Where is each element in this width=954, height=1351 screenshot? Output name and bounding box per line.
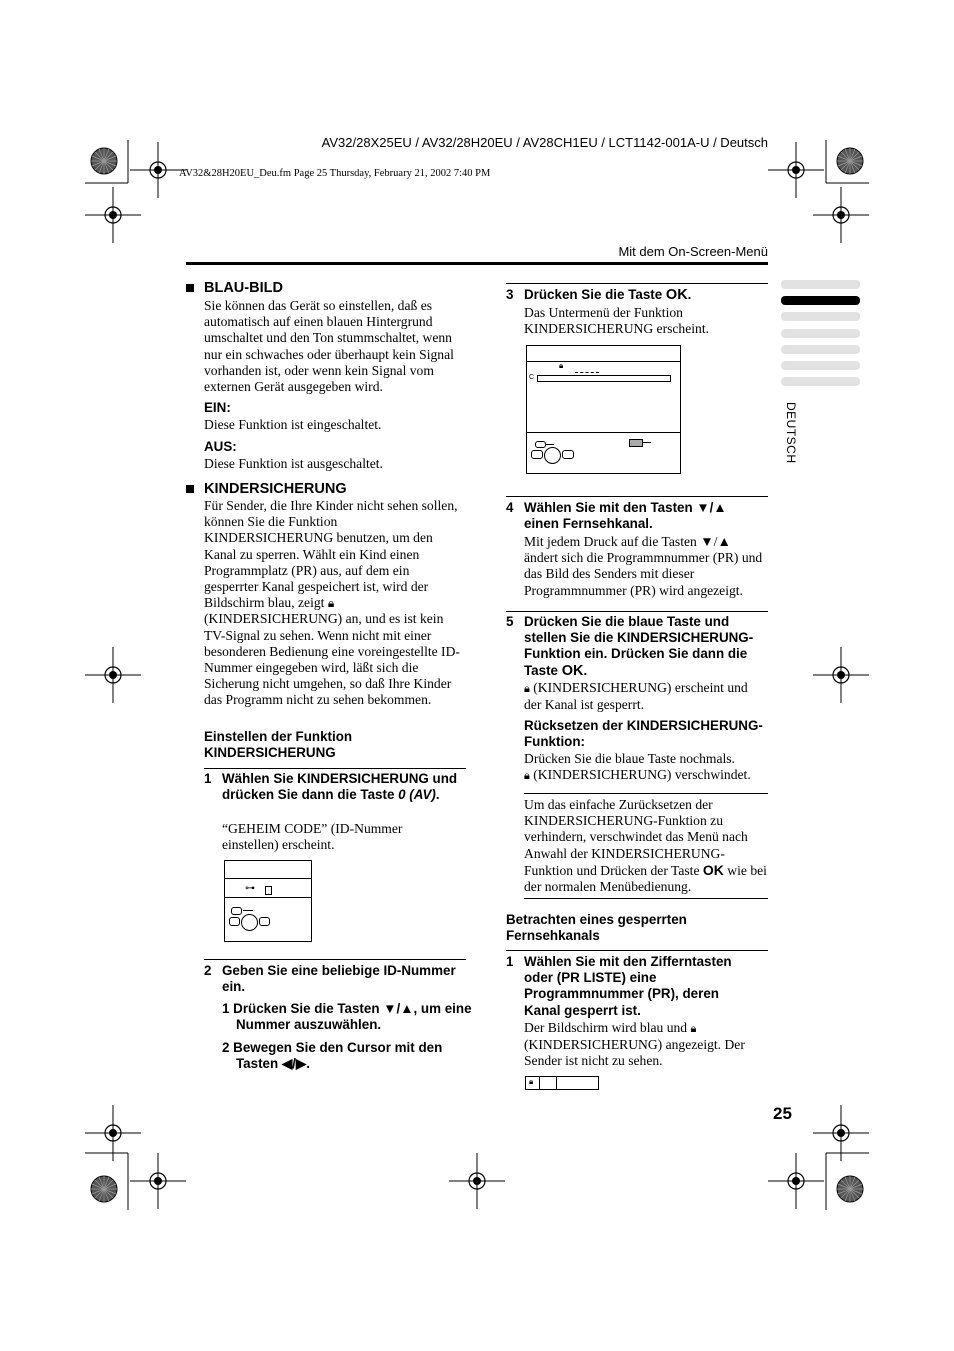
aus-text: Diese Funktion ist ausgeschaltet.	[204, 456, 383, 471]
side-tab-7	[781, 377, 860, 386]
ok-key-label: OK	[665, 287, 688, 303]
ok-key-label: OK	[561, 662, 584, 679]
ein-label: EIN:	[204, 400, 231, 415]
kindersicherung-text: Für Sender, die Ihre Kinder nicht sehen sollen, können Sie die Funktion KINDERSICHERUNG benutzen, um den Kanal zu sperren. Wählt ein Kind einen Programmplatz (PR) aus, auf dem ein gesperrter Kanal gespeichert ist, wird der Bildschirm blau, zeigt 🔒︎ (KINDERSICHERUNG) an, und es ist kein TV-Signal zu sehen. Wenn nicht mit einer besonderen Bedienung eine voreingestellte ID-Nummer eingegeben wird, läßt sich die Sicherung nicht umgehen, so daß Ihre Kinder das Programm nicht zu sehen bekommen.	[204, 498, 460, 708]
rule-note-top	[524, 793, 768, 794]
step6-number: 1	[506, 954, 514, 969]
rule-step5	[506, 611, 768, 612]
blau-bild-text: Sie können das Gerät so einstellen, daß es automatisch auf einen blauen Hintergrund umschaltet und den Ton stummschaltet, wenn nur ein schwaches oder überhaupt kein Signal vorhanden ist, oder wenn kein Signal vom externen Gerät ausgegeben wird.	[204, 298, 454, 395]
rule-step4	[506, 496, 768, 497]
lock-icon: 🔒︎	[690, 1023, 697, 1035]
step5-title: Drücken Sie die blaue Taste und stellen Sie die KINDERSICHERUNG-Funktion ein. Drücken Sie dann die Taste OK.	[524, 614, 754, 679]
key-icon: ⊶	[245, 883, 255, 894]
step2-sub1: 1 Drücken Sie die Tasten ▼/▲, um eine Nummer auszuwählen.	[222, 1001, 472, 1033]
step6-title: Wählen Sie mit den Zifferntasten oder (PR LISTE) eine Programmnummer (PR), deren Kanal gesperrt ist.	[524, 954, 732, 1018]
rule-step6	[506, 950, 768, 951]
file-info: AV32&28H20EU_Deu.fm Page 25 Thursday, February 21, 2002 7:40 PM	[179, 168, 491, 179]
model-line: AV32/28X25EU / AV32/28H20EU / AV28CH1EU / LCT1142-001A-U / Deutsch	[321, 135, 768, 150]
side-tab-3	[781, 312, 860, 321]
step4-title: Wählen Sie mit den Tasten ▼/▲ einen Fernsehkanal.	[524, 500, 727, 532]
rule-step2	[204, 959, 466, 960]
rule-note-bottom	[524, 898, 768, 899]
side-tab-5	[781, 345, 860, 354]
av-key-label: 0 (AV)	[398, 787, 436, 803]
page-number: 25	[773, 1104, 792, 1123]
step2-number: 2	[204, 963, 212, 978]
section-title: Mit dem On-Screen-Menü	[618, 244, 768, 259]
kindersicherung-submenu-screen: 🔒︎ C	[526, 345, 681, 474]
ok-key-label: OK	[702, 861, 724, 878]
note-text: Um das einfache Zurücksetzen der KINDERSICHERUNG-Funktion zu verhindern, verschwindet das Menü nach Anwahl der KINDERSICHERUNG-Funktion und Drücken der Taste OK wie bei der normalen Menübedienung.	[524, 797, 767, 895]
step6-text: Der Bildschirm wird blau und 🔒︎ (KINDERSICHERUNG) angezeigt. Der Sender ist nicht zu sehen.	[524, 1020, 745, 1069]
reset-label: Rücksetzen der KINDERSICHERUNG-Funktion:	[524, 718, 763, 749]
header-rule	[186, 262, 768, 265]
side-tab-active	[781, 296, 860, 305]
lock-icon: 🔒︎	[524, 770, 530, 783]
step1-number: 1	[204, 771, 212, 786]
geheim-code-screen	[224, 860, 312, 942]
step2-title: Geben Sie eine beliebige ID-Nummer ein.	[222, 963, 456, 995]
step1-text: “GEHEIM CODE” (ID-Nummer einstellen) erscheint.	[222, 821, 403, 853]
step3-title: Drücken Sie die Taste OK.	[524, 287, 692, 303]
step4-number: 4	[506, 500, 514, 515]
einstellen-heading: Einstellen der Funktion KINDERSICHERUNG	[204, 729, 353, 760]
step3-number: 3	[506, 287, 514, 302]
rule-step1	[204, 768, 466, 769]
step4-text: Mit jedem Druck auf die Tasten ▼/▲ ändert sich die Programmnummer (PR) und das Bild des Senders mit dieser Programmnummer (PR) wird angezeigt.	[524, 534, 763, 598]
step3-text: Das Untermenü der Funktion KINDERSICHERUNG erscheint.	[524, 305, 710, 337]
blau-bild-heading: BLAU-BILD	[186, 280, 283, 296]
lock-icon: 🔒︎	[529, 1077, 534, 1086]
step2-sub2: 2 Bewegen Sie den Cursor mit den Tasten ◀/▶.	[222, 1040, 443, 1072]
side-tab-6	[781, 361, 860, 370]
side-tab-1	[781, 280, 860, 289]
remote-pad-icon	[531, 441, 577, 467]
betrachten-heading: Betrachten eines gesperrten Fernsehkanals	[506, 912, 687, 943]
lock-icon: 🔒︎	[559, 361, 564, 370]
rule-step3	[506, 283, 768, 284]
step5-number: 5	[506, 614, 514, 629]
remote-pad-icon	[229, 907, 271, 933]
lock-icon: 🔒︎	[524, 683, 530, 695]
step1-title: Wählen Sie KINDERSICHERUNG und drücken Sie dann die Taste 0 (AV).	[222, 771, 458, 803]
reset-text: Drücken Sie die blaue Taste nochmals. 🔒︎ (KINDERSICHERUNG) verschwindet.	[524, 751, 751, 783]
side-tab-4	[781, 329, 860, 338]
kindersicherung-heading: KINDERSICHERUNG	[186, 481, 347, 497]
side-label: DEUTSCH	[784, 402, 798, 464]
ein-text: Diese Funktion ist eingeschaltet.	[204, 417, 382, 432]
step5-text: 🔒︎ (KINDERSICHERUNG) erscheint und der Kanal ist gesperrt.	[524, 680, 748, 713]
lock-icon: 🔒︎	[327, 596, 335, 611]
aus-label: AUS:	[204, 439, 237, 454]
locked-channel-bar	[525, 1076, 599, 1090]
